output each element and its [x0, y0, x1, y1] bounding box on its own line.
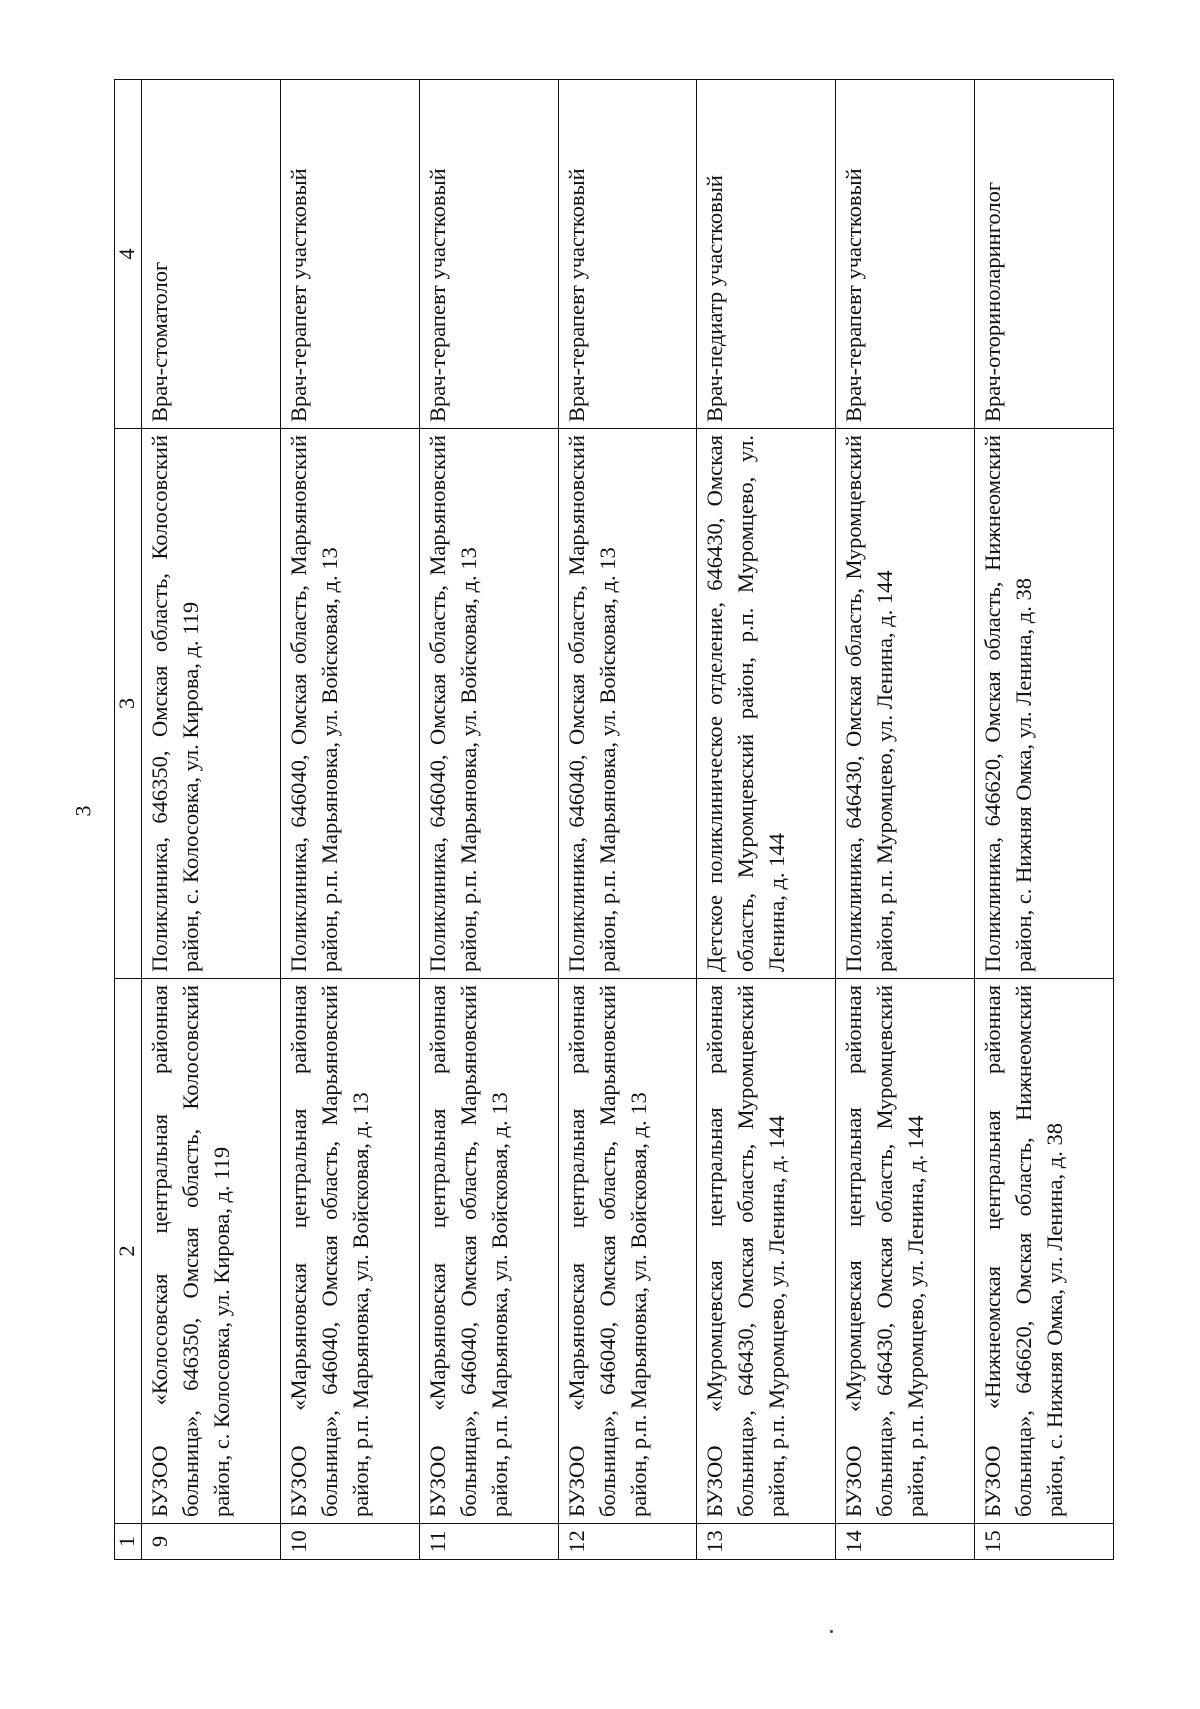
position-cell: Врач-оториноларинголог [975, 80, 1114, 429]
unit-address-cell: Поликлиника, 646040, Омская область, Марьяновский район, р.п. Марьяновка, ул. Войсковая, д. 13 [280, 429, 419, 979]
row-number: 10 [280, 1524, 419, 1560]
table-row [836, 80, 975, 1560]
position-cell: Врач-терапевт участковый [280, 80, 419, 429]
organization-cell: БУЗОО «Муромцевская центральная районная больница», 646430, Омская область, Муромцевский район, р.п. Муромцево, ул. Ленина, д. 144 [836, 979, 975, 1524]
row-number: 9 [142, 1524, 281, 1560]
column-header: 3 [115, 429, 142, 979]
position-cell: Врач-терапевт участковый [836, 80, 975, 429]
table-row [975, 80, 1114, 1560]
scan-speck [830, 1630, 833, 1633]
unit-address-cell: Поликлиника, 646040, Омская область, Марьяновский район, р.п. Марьяновка, ул. Войсковая, д. 13 [419, 429, 558, 979]
position-cell: Врач-терапевт участковый [419, 80, 558, 429]
organization-cell: БУЗОО «Колосовская центральная районная больница», 646350, Омская область, Колосовский район, с. Колосовка, ул. Кирова, д. 119 [142, 979, 281, 1524]
table-row [142, 80, 281, 1560]
unit-address-cell: Поликлиника, 646430, Омская область, Муромцевский район, р.п. Муромцево, ул. Ленина, д. 144 [836, 429, 975, 979]
unit-address-cell: Поликлиника, 646350, Омская область, Колосовский район, с. Колосовка, ул. Кирова, д. 119 [142, 429, 281, 979]
row-number: 14 [836, 1524, 975, 1560]
table-row [419, 80, 558, 1560]
row-number: 12 [558, 1524, 697, 1560]
organization-cell: БУЗОО «Марьяновская центральная районная больница», 646040, Омская область, Марьяновский район, р.п. Марьяновка, ул. Войсковая, д. 13 [419, 979, 558, 1524]
page-number: 3 [70, 805, 96, 817]
position-cell: Врач-педиатр участковый [697, 80, 836, 429]
position-cell: Врач-стоматолог [142, 80, 281, 429]
organization-cell: БУЗОО «Марьяновская центральная районная больница», 646040, Омская область, Марьяновский район, р.п. Марьяновка, ул. Войсковая, д. 13 [558, 979, 697, 1524]
organization-cell: БУЗОО «Нижнеомская центральная районная больница», 646620, Омская область, Нижнеомский район, с. Нижняя Омка, ул. Ленина, д. 38 [975, 979, 1114, 1524]
table-header-row [115, 80, 142, 1560]
organization-cell: БУЗОО «Марьяновская центральная районная больница», 646040, Омская область, Марьяновский район, р.п. Марьяновка, ул. Войсковая, д. 13 [280, 979, 419, 1524]
column-header: 2 [115, 979, 142, 1524]
unit-address-cell: Детское поликлиническое отделение, 646430, Омская область, Муромцевский район, р.п. Муромцево, ул. Ленина, д. 144 [697, 429, 836, 979]
row-number: 13 [697, 1524, 836, 1560]
table-row [558, 80, 697, 1560]
column-header: 4 [115, 80, 142, 429]
vacancy-table [114, 79, 1114, 1560]
position-cell: Врач-терапевт участковый [558, 80, 697, 429]
row-number: 15 [975, 1524, 1114, 1560]
row-number: 11 [419, 1524, 558, 1560]
table-row [280, 80, 419, 1560]
unit-address-cell: Поликлиника, 646620, Омская область, Нижнеомский район, с. Нижняя Омка, ул. Ленина, д. 38 [975, 429, 1114, 979]
column-header: 1 [115, 1524, 142, 1560]
rotated-table-container [114, 80, 1114, 1560]
organization-cell: БУЗОО «Муромцевская центральная районная больница», 646430, Омская область, Муромцевский район, р.п. Муромцево, ул. Ленина, д. 144 [697, 979, 836, 1524]
unit-address-cell: Поликлиника, 646040, Омская область, Марьяновский район, р.п. Марьяновка, ул. Войсковая, д. 13 [558, 429, 697, 979]
table-row [697, 80, 836, 1560]
